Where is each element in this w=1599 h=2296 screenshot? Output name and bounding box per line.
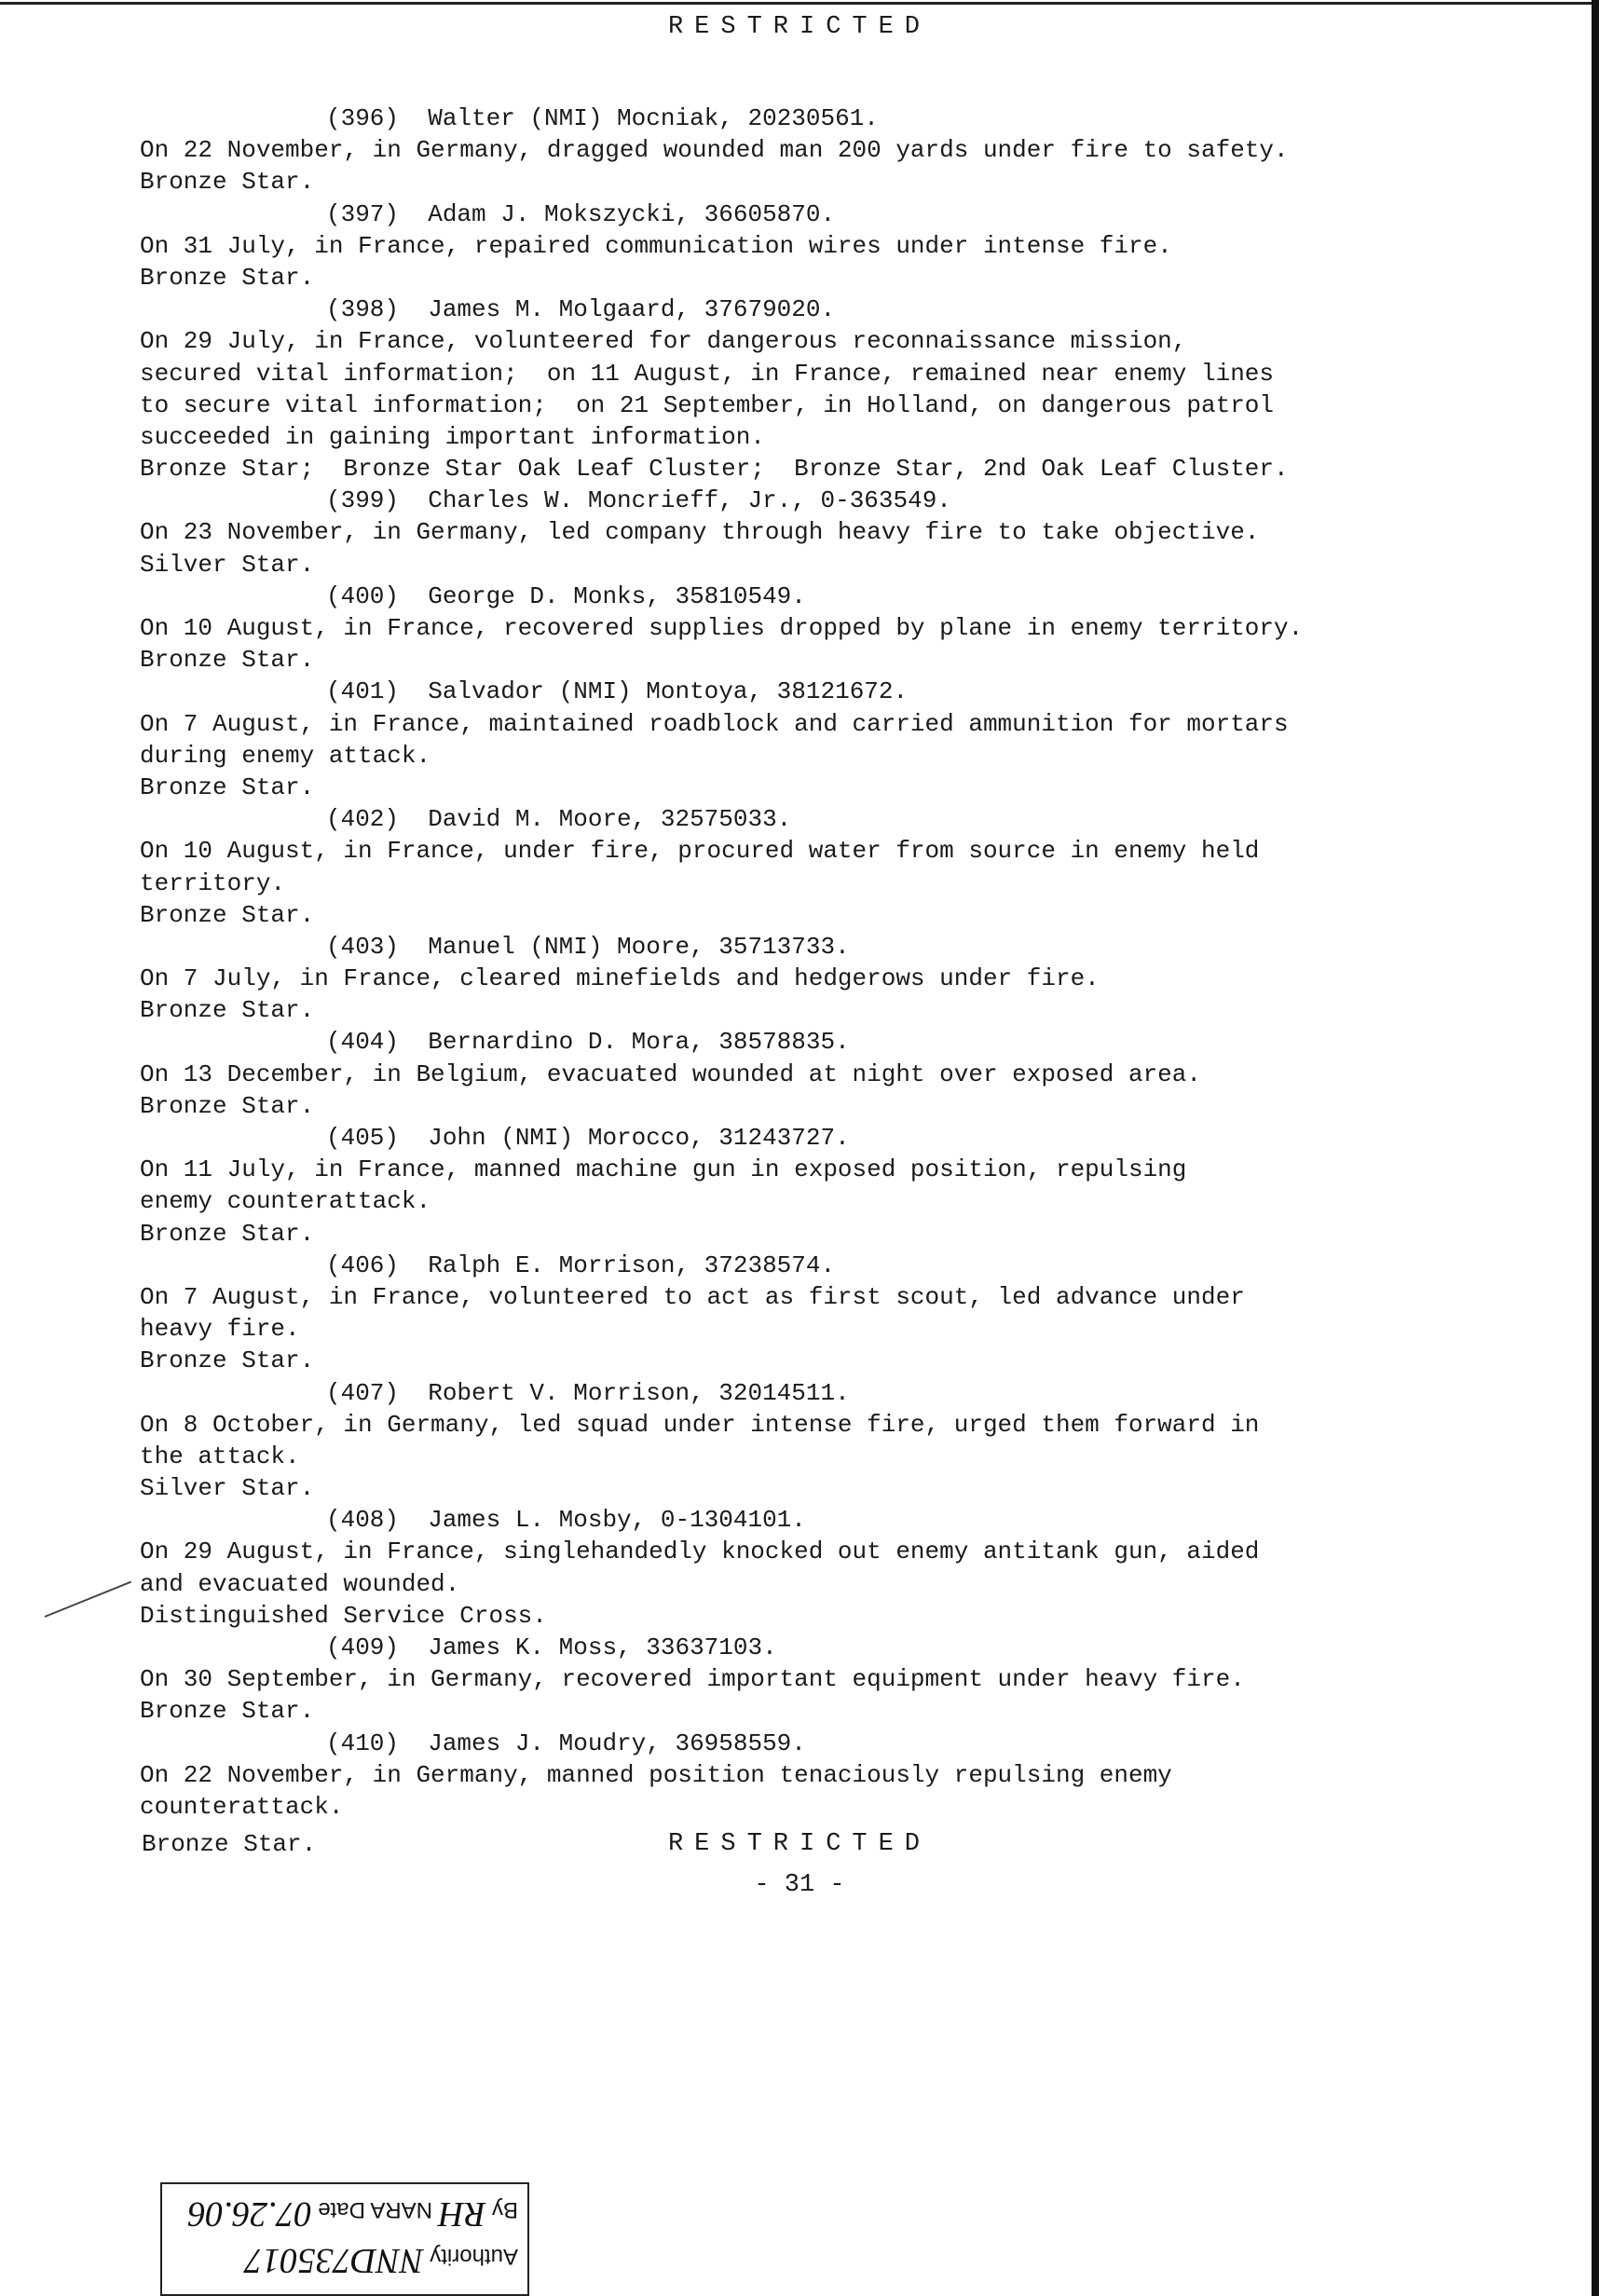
citation-line: enemy counterattack. (140, 1187, 431, 1216)
award-line: Bronze Star. (140, 1346, 315, 1375)
entry-heading: (404) Bernardino D. Mora, 38578835. (326, 1028, 850, 1057)
award-line: Silver Star. (140, 1474, 315, 1503)
citation-line: On 7 August, in France, maintained roadblock and carried ammunition for mortars (140, 709, 1289, 738)
entry-heading: (402) David M. Moore, 32575033. (326, 805, 792, 834)
citation-line: On 8 October, in Germany, led squad under intense fire, urged them forward in (140, 1410, 1260, 1439)
stamp-by-label: By (491, 2197, 518, 2222)
citation-line: On 23 November, in Germany, led company through heavy fire to take objective. (140, 518, 1260, 547)
citation-line: On 29 August, in France, singlehandedly knocked out enemy antitank gun, aided (140, 1538, 1260, 1566)
entry-heading: (401) Salvador (NMI) Montoya, 38121672. (326, 677, 909, 706)
award-line: Bronze Star. (140, 263, 315, 292)
stamp-initials: RH (438, 2194, 486, 2234)
citation-line: On 22 November, in Germany, manned position tenaciously repulsing enemy (140, 1760, 1172, 1789)
award-line: Bronze Star. (142, 1830, 317, 1858)
citation-line: On 10 August, in France, recovered supplies dropped by plane in enemy territory. (140, 614, 1304, 642)
entry-heading: (403) Manuel (NMI) Moore, 35713733. (326, 932, 850, 961)
award-line: Bronze Star. (140, 996, 315, 1025)
citation-line: to secure vital information; on 21 September, in Holland, on dangerous patrol (140, 390, 1274, 419)
declassification-stamp (160, 2182, 529, 2296)
stamp-agency: NARA Date (318, 2197, 432, 2222)
citation-line: and evacuated wounded. (140, 1569, 460, 1598)
award-line: Bronze Star. (140, 168, 315, 197)
award-line: Bronze Star. (140, 900, 315, 929)
citation-line: On 11 July, in France, manned machine gun in exposed position, repulsing (140, 1155, 1187, 1184)
stamp-authority-row (244, 2240, 518, 2281)
entry-heading: (407) Robert V. Morrison, 32014511. (326, 1378, 850, 1407)
citation-line: heavy fire. (140, 1315, 300, 1344)
entry-heading: (408) James L. Mosby, 0-1304101. (326, 1506, 806, 1535)
citation-line: On 22 November, in Germany, dragged wounded man 200 yards under fire to safety. (140, 136, 1289, 165)
entry-heading: (410) James J. Moudry, 36958559. (326, 1729, 806, 1757)
entry-heading: (398) James M. Molgaard, 37679020. (326, 295, 836, 324)
citation-line: secured vital information; on 11 August, in France, remained near enemy lines (140, 359, 1274, 388)
award-line: Bronze Star. (140, 1091, 315, 1120)
pencil-tick-mark (45, 1581, 131, 1618)
page-number: - 31 - (754, 1871, 845, 1899)
citation-line: On 13 December, in Belgium, evacuated wounded at night over exposed area. (140, 1059, 1201, 1088)
stamp-authority-label: Authority (430, 2244, 518, 2269)
top-border-line (0, 2, 1599, 5)
stamp-authority-number: NND735017 (244, 2241, 424, 2280)
citation-line: On 7 August, in France, volunteered to act as first scout, led advance under (140, 1282, 1245, 1311)
scan-edge-bar (1592, 0, 1599, 2296)
entry-heading: (400) George D. Monks, 35810549. (326, 581, 806, 610)
award-line: Bronze Star; Bronze Star Oak Leaf Cluster; Bronze Star, 2nd Oak Leaf Cluster. (140, 455, 1289, 484)
entry-heading: (399) Charles W. Moncrieff, Jr., 0-363549. (326, 486, 951, 515)
citation-line: counterattack. (140, 1792, 344, 1821)
award-line: Bronze Star. (140, 1219, 315, 1248)
entry-heading: (405) John (NMI) Morocco, 31243727. (326, 1124, 850, 1152)
award-line: Bronze Star. (140, 1697, 315, 1726)
citation-line: the attack. (140, 1442, 300, 1470)
restricted-header: RESTRICTED (667, 13, 932, 41)
document-body (140, 102, 1565, 1823)
citation-line: On 29 July, in France, volunteered for dangerous reconnaissance mission, (140, 327, 1187, 356)
citation-line: On 7 July, in France, cleared minefields and hedgerows under fire. (140, 964, 1100, 993)
entry-heading: (396) Walter (NMI) Mocniak, 20230561. (326, 104, 879, 132)
citation-line: On 30 September, in Germany, recovered important equipment under heavy fire. (140, 1665, 1245, 1694)
stamp-date-row (188, 2194, 518, 2234)
citation-line: succeeded in gaining important information. (140, 422, 765, 451)
restricted-footer: RESTRICTED (667, 1830, 932, 1858)
award-line: Bronze Star. (140, 646, 315, 675)
entry-heading: (406) Ralph E. Morrison, 37238574. (326, 1250, 836, 1279)
award-line: Silver Star. (140, 550, 315, 579)
entry-heading: (409) James K. Moss, 33637103. (326, 1633, 777, 1661)
citation-line: territory. (140, 868, 286, 897)
entry-heading: (397) Adam J. Mokszycki, 36605870. (326, 199, 836, 228)
stamp-date: 07.26.06 (187, 2194, 312, 2234)
citation-line: On 10 August, in France, under fire, procured water from source in enemy held (140, 837, 1260, 866)
citation-line: On 31 July, in France, repaired communication wires under intense fire. (140, 231, 1172, 260)
award-line: Distinguished Service Cross. (140, 1601, 547, 1630)
citation-line: during enemy attack. (140, 741, 431, 770)
award-line: Bronze Star. (140, 772, 315, 801)
